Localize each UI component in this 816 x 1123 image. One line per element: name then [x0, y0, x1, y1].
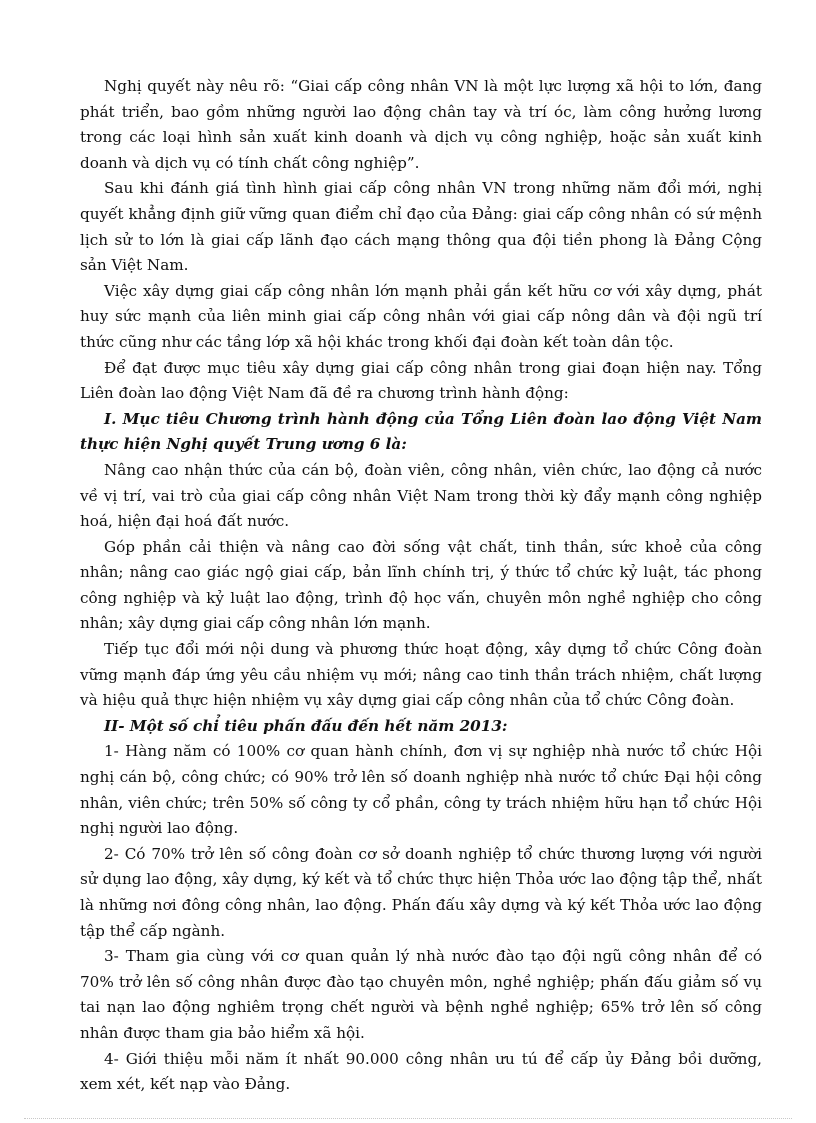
- document-body: [80, 74, 762, 1098]
- page-bottom-divider: [24, 1118, 792, 1119]
- paragraph-objective-living: Góp phần cải thiện và nâng cao đời sống vật chất, tinh thần, sức khoẻ của công nhân; nâng cao giác ngộ giai cấp, bản lĩnh chính trị, ý thức tổ chức kỷ luật, tác phong công nghiệp và kỷ luật lao động, trình độ học vấn, chuyên môn nghề nghiệp cho công nhân; xây dựng giai cấp công nhân lớn mạnh.: [80, 537, 762, 633]
- paragraph-definition: Nghị quyết này nêu rõ: “Giai cấp công nhân VN là một lực lượng xã hội to lớn, đang phát triển, bao gồm những người lao động chân tay và trí óc, làm công hưởng lương trong các loại hình sản xuất kinh doanh và dịch vụ công nghiệp, hoặc sản xuất kinh doanh và dịch vụ có tính chất công nghiệp”.: [80, 77, 762, 172]
- section-heading-targets: II- Một số chỉ tiêu phấn đấu đến hết năm 2013:: [104, 716, 508, 735]
- paragraph-program-intro: Để đạt được mục tiêu xây dựng giai cấp công nhân trong giai đoạn hiện nay. Tổng Liên đoàn lao động Việt Nam đã đề ra chương trình hành động:: [80, 358, 762, 403]
- paragraph-alliance: Việc xây dựng giai cấp công nhân lớn mạnh phải gắn kết hữu cơ với xây dựng, phát huy sức mạnh của liên minh giai cấp công nhân với giai cấp nông dân và đội ngũ trí thức cũng như các tầng lớp xã hội khác trong khối đại đoàn kết toàn dân tộc.: [80, 281, 762, 351]
- paragraph-assessment: Sau khi đánh giá tình hình giai cấp công nhân VN trong những năm đổi mới, nghị quyết khẳng định giữ vững quan điểm chỉ đạo của Đảng: giai cấp công nhân có sứ mệnh lịch sử to lớn là giai cấp lãnh đạo cách mạng thông qua đội tiền phong là Đảng Cộng sản Việt Nam.: [80, 179, 762, 275]
- list-item-target-1: 1- Hàng năm có 100% cơ quan hành chính, đơn vị sự nghiệp nhà nước tổ chức Hội nghị cán bộ, công chức; có 90% trở lên số doanh nghiệp nhà nước tổ chức Đại hội công nhân, viên chức; trên 50% số công ty cổ phần, công ty trách nhiệm hữu hạn tổ chức Hội nghị người lao động.: [80, 742, 762, 838]
- list-item-target-2: 2- Có 70% trở lên số công đoàn cơ sở doanh nghiệp tổ chức thương lượng với người sử dụng lao động, xây dựng, ký kết và tổ chức thực hiện Thỏa ước lao động tập thể, nhất là những nơi đông công nhân, lao động. Phấn đấu xây dựng và ký kết Thỏa ước lao động tập thể cấp ngành.: [80, 844, 762, 940]
- paragraph-objective-union: Tiếp tục đổi mới nội dung và phương thức hoạt động, xây dựng tổ chức Công đoàn vững mạnh đáp ứng yêu cầu nhiệm vụ mới; nâng cao tinh thần trách nhiệm, chất lượng và hiệu quả thực hiện nhiệm vụ xây dựng giai cấp công nhân của tổ chức Công đoàn.: [80, 640, 762, 710]
- list-item-target-4: 4- Giới thiệu mỗi năm ít nhất 90.000 công nhân ưu tú để cấp ủy Đảng bồi dưỡng, xem xét, kết nạp vào Đảng.: [80, 1049, 762, 1094]
- paragraph-objective-awareness: Nâng cao nhận thức của cán bộ, đoàn viên, công nhân, viên chức, lao động cả nước về vị trí, vai trò của giai cấp công nhân Việt Nam trong thời kỳ đẩy mạnh công nghiệp hoá, hiện đại hoá đất nước.: [80, 460, 762, 531]
- list-item-target-3: 3- Tham gia cùng với cơ quan quản lý nhà nước đào tạo đội ngũ công nhân để có 70% trở lên số công nhân được đào tạo chuyên môn, nghề nghiệp; phấn đấu giảm số vụ tai nạn lao động nghiêm trọng chết người và bệnh nghề nghiệp; 65% trở lên số công nhân được tham gia bảo hiểm xã hội.: [80, 947, 762, 1042]
- section-heading-objectives: I. Mục tiêu Chương trình hành động của Tổng Liên đoàn lao động Việt Nam thực hiện Nghị quyết Trung ương 6 là:: [80, 409, 762, 454]
